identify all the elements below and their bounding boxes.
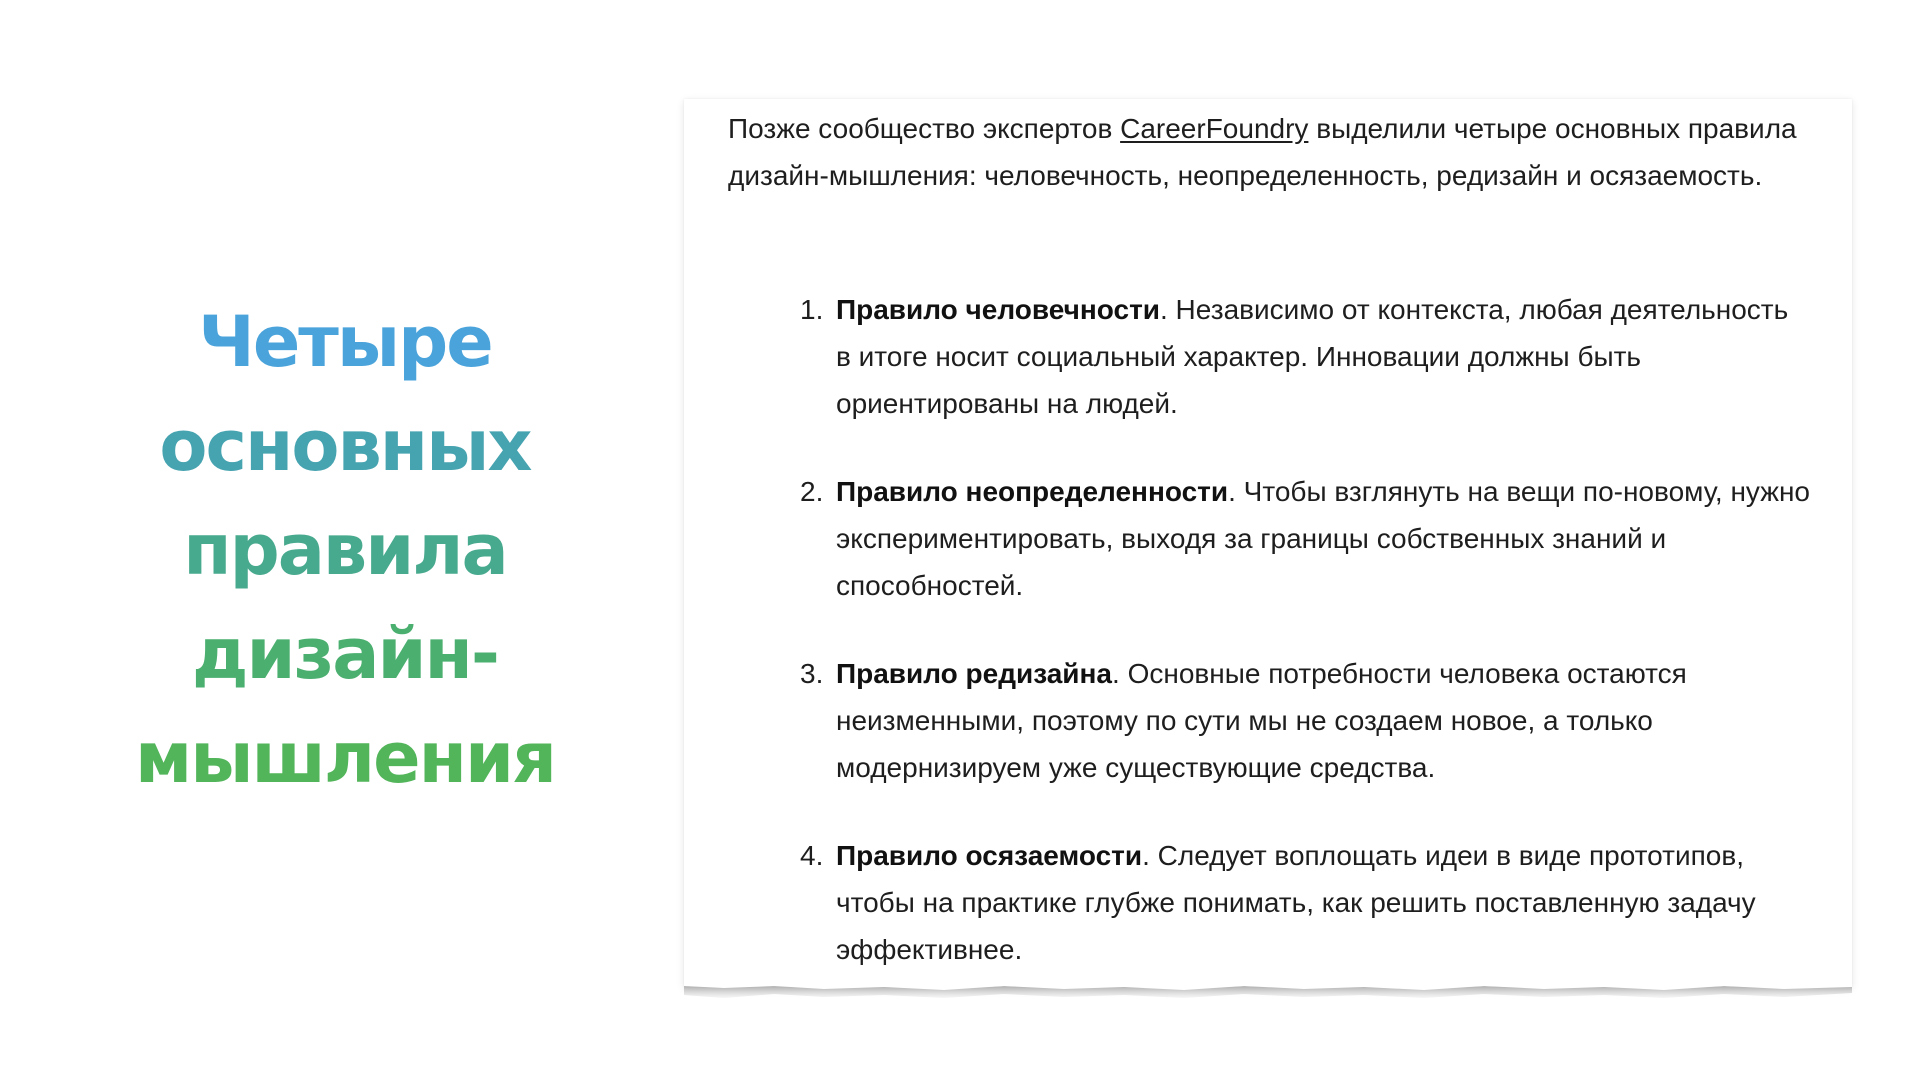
rule-name: Правило редизайна xyxy=(836,658,1113,689)
intro-text-start: Позже сообщество экспертов xyxy=(728,113,1121,144)
rule-description: . Основные потребности человека остаются неизменными, поэтому по сути мы не создаем новое, а только модернизируем уже существующие средства. xyxy=(836,658,1687,783)
rule-name: Правило неопределенности xyxy=(836,476,1229,507)
rule-name: Правило человечности xyxy=(836,294,1160,325)
title-line-2: основных xyxy=(159,405,531,487)
rule-item-tangibility xyxy=(800,832,1810,973)
rule-number: 4. xyxy=(800,840,824,871)
intro-text-end: выделили четыре основных правила дизайн-мышления: человечность, неопределенность, редизайн и осязаемость. xyxy=(728,113,1797,191)
rule-item-humanity xyxy=(800,286,1810,427)
rule-number: 1. xyxy=(800,294,824,325)
rule-description: . Чтобы взглянуть на вещи по-новому, нужно экспериментировать, выходя за границы собственных знаний и способностей. xyxy=(836,476,1810,601)
rules-list xyxy=(800,286,1810,1014)
rule-description: . Независимо от контекста, любая деятельность в итоге носит социальный характер. Инновации должны быть ориентированы на людей. xyxy=(836,294,1789,419)
title-line-3: правила xyxy=(183,509,507,591)
rule-description: . Следует воплощать идеи в виде прототипов, чтобы на практике глубже понимать, как решить поставленную задачу эффективнее. xyxy=(836,840,1756,965)
slide-title xyxy=(110,290,580,810)
rule-item-redesign xyxy=(800,650,1810,791)
title-line-4: дизайн- xyxy=(192,613,498,695)
careerfoundry-link[interactable]: CareerFoundry xyxy=(1120,113,1309,144)
rule-item-uncertainty xyxy=(800,468,1810,609)
rule-name: Правило осязаемости xyxy=(836,840,1143,871)
article-excerpt-card xyxy=(684,99,1852,987)
title-line-5: мышления xyxy=(135,717,555,799)
rule-number: 2. xyxy=(800,476,824,507)
intro-paragraph xyxy=(728,105,1818,199)
rule-number: 3. xyxy=(800,658,824,689)
title-line-1: Четыре xyxy=(198,301,492,383)
torn-paper-edge xyxy=(684,979,1852,1001)
